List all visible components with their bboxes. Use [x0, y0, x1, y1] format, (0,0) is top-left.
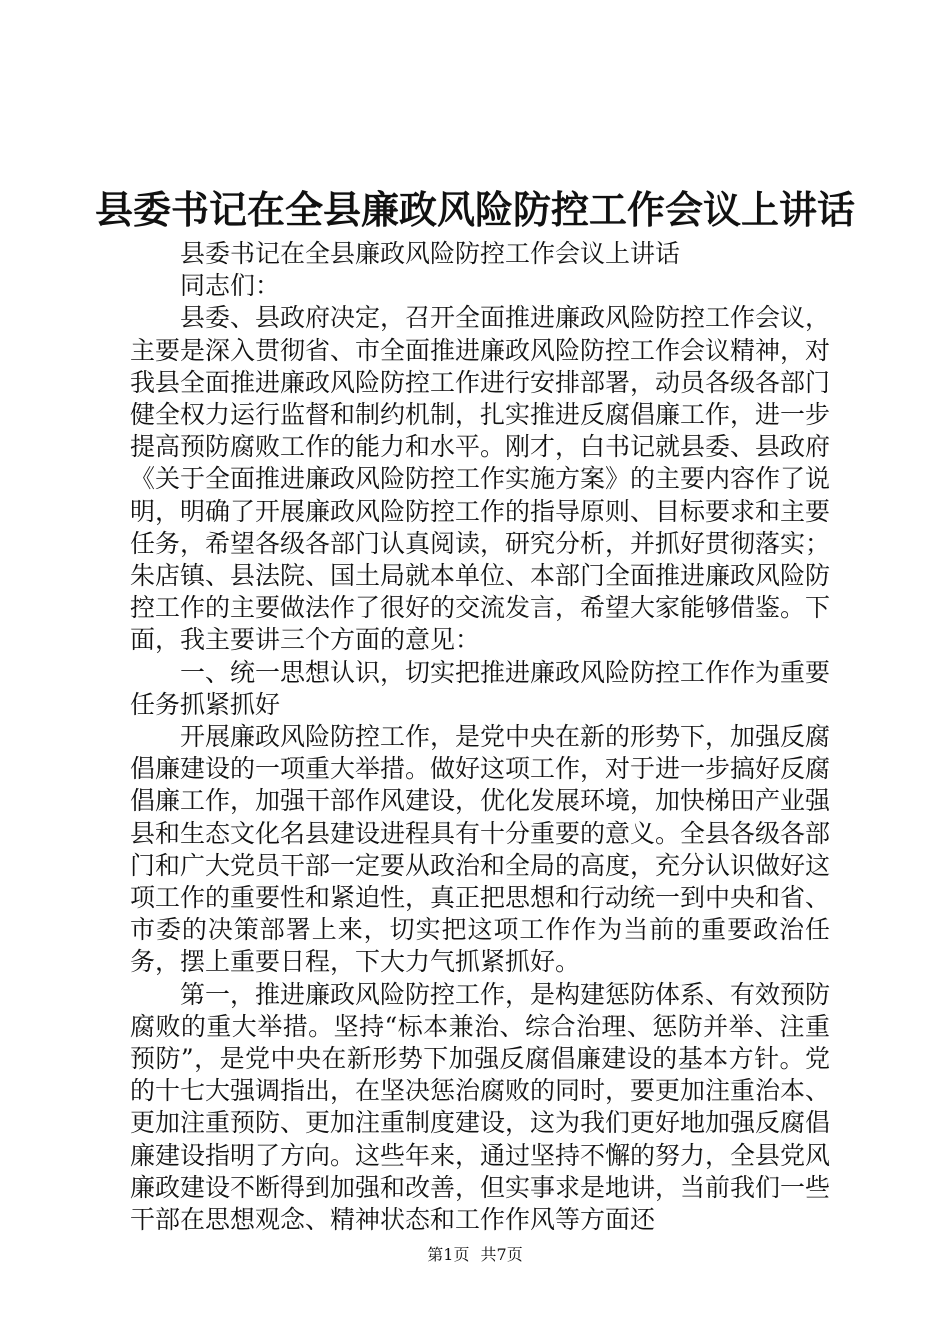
section-heading-1: 一、统一思想认识，切实把推进廉政风险防控工作作为重要任务抓紧抓好	[130, 657, 831, 719]
salutation-paragraph: 同志们：	[180, 271, 281, 301]
intro-paragraph: 县委、县政府决定，召开全面推进廉政风险防控工作会议，主要是深入贯彻省、市全面推进廉政风险防控工作会议精神，对我县全面推进廉政风险防控工作进行安排部署，动员各级各部门健全权力运行监督和制约机制，扎实推进反腐倡廉工作，进一步提高预防腐败工作的能力和水平。刚才，白书记就县委、县政府《关于全面推进廉政风险防控工作实施方案》的主要内容作了说明，明确了开展廉政风险防控工作的指导原则、目标要求和主要任务，希望各级各部门认真阅读，研究分析，并抓好贯彻落实；朱店镇、县法院、国土局就本单位、本部门全面推进廉政风险防控工作的主要做法作了很好的交流发言，希望大家能够借鉴。下面，我主要讲三个方面的意见：	[130, 303, 831, 655]
document-body	[130, 238, 830, 1236]
subtitle-paragraph: 县委书记在全县廉政风险防控工作会议上讲话	[180, 239, 681, 268]
page-footer	[0, 1244, 950, 1266]
document-title: 县委书记在全县廉政风险防控工作会议上讲话	[94, 187, 855, 232]
body-paragraph: 开展廉政风险防控工作，是党中央在新的形势下，加强反腐倡廉建设的一项重大举措。做好这项工作，对于进一步搞好反腐倡廉工作，加强干部作风建设，优化发展环境，加快梯田产业强县和生态文化名县建设进程具有十分重要的意义。全县各级各部门和广大党员干部一定要从政治和全局的高度，充分认识做好这项工作的重要性和紧迫性，真正把思想和行动统一到中央和省、市委的决策部署上来，切实把这项工作作为当前的重要政治任务，摆上重要日程，下大力气抓紧抓好。	[130, 722, 831, 977]
body-paragraph: 第一，推进廉政风险防控工作，是构建惩防体系、有效预防腐败的重大举措。坚持“标本兼治、综合治理、惩防并举、注重预防”，是党中央在新形势下加强反腐倡廉建设的基本方针。党的十七大强调指出，在坚决惩治腐败的同时，要更加注重治本、更加注重预防、更加注重制度建设，这为我们更好地加强反腐倡廉建设指明了方向。这些年来，通过坚持不懈的努力，全县党风廉政建设不断得到加强和改善，但实事求是地讲，当前我们一些干部在思想观念、精神状态和工作作风等方面还	[130, 979, 831, 1235]
page-number: 第1页	[427, 1245, 470, 1264]
page-total: 共7页	[480, 1245, 523, 1264]
